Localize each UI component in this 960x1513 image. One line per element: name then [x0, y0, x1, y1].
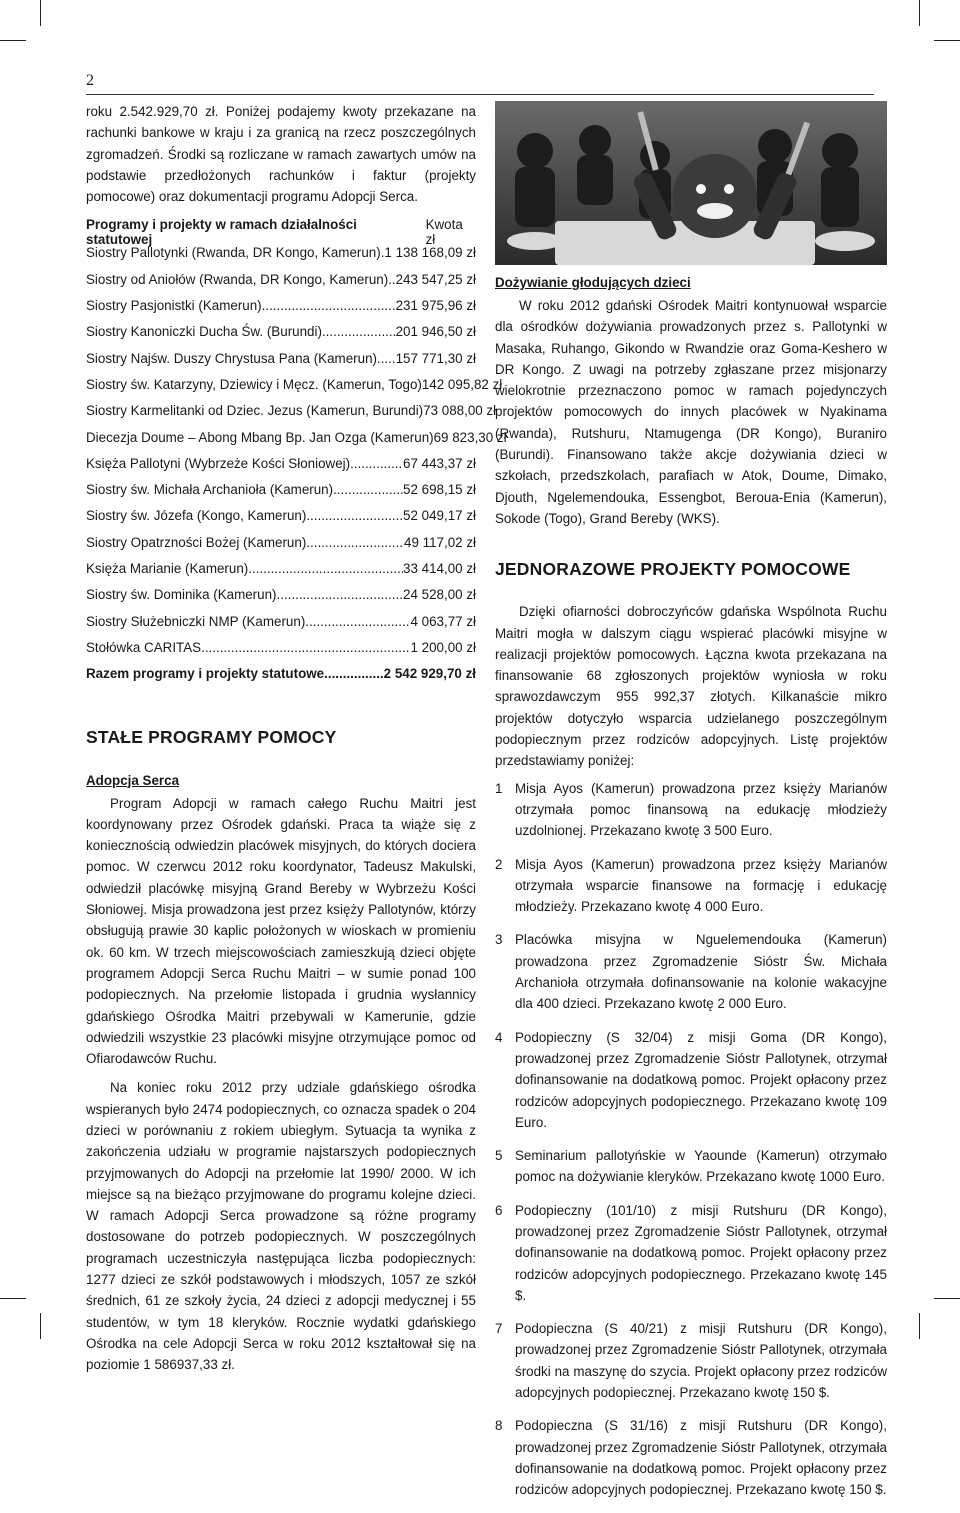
total-amount: 2 542 929,70 zł	[383, 666, 476, 682]
project-number: 7	[495, 1321, 503, 1337]
program-row	[86, 508, 476, 534]
program-name: Siostry Pallotynki (Rwanda, DR Kongo, Kamerun)	[86, 245, 381, 261]
right-column	[495, 101, 887, 1513]
adoption-title: Adopcja Serca	[86, 772, 180, 788]
program-name: Siostry Pasjonistki (Kamerun)	[86, 298, 262, 314]
crop-mark	[40, 1313, 41, 1339]
programs-list	[86, 245, 507, 692]
leader-dots	[305, 614, 410, 629]
programs-amount-header: Kwota zł	[425, 217, 463, 248]
project-item	[495, 1145, 887, 1188]
crop-mark	[0, 1298, 26, 1299]
program-amount: 49 117,02 zł	[404, 534, 476, 550]
program-amount: 201 946,50 zł	[395, 324, 476, 340]
programs-header-title: Programy i projekty w ramach działalności statutowej	[86, 217, 357, 248]
leader-dots	[350, 456, 403, 471]
program-amount: 142 095,82 zł	[421, 376, 503, 392]
program-name: Siostry od Aniołów (Rwanda, DR Kongo, Kamerun)	[86, 271, 389, 287]
program-amount: 1 200,00 zł	[410, 639, 476, 655]
programs-header	[86, 217, 476, 248]
program-row	[86, 535, 476, 561]
program-amount: 4 063,77 zł	[410, 613, 476, 629]
program-row	[86, 298, 476, 324]
program-amount: 24 528,00 zł	[403, 587, 476, 603]
feeding-paragraph: W roku 2012 gdański Ośrodek Maitri kontynuował wsparcie dla ośrodków dożywiania prowadzonych przez s. Pallotynki w Masaka, Ruhango, Gikondo w Rwandzie oraz Goma-Keshero w DR Kongo. Z uwagi na potrzeby zgłaszane przez misjonarzy wielokrotnie przeznaczono pomoc w ramach pojedynczych projektów pomocowych do innych placówek w Nyakinama (Rwanda), Rutshuru, Ntamugenga (DR Kongo), Buraniro (Burundi). Finansowano także akcje dożywiania dzieci w szkołach, przedszkolach, parafiach w Atok, Doume, Dimako, Djouth, Ngelemendouka, Essengbot, Beroua-Enia (Kamerun), Sokode (Togo), Grand Bereby (WKS).	[495, 298, 887, 526]
leader-dots	[333, 482, 403, 497]
leader-dots	[201, 640, 410, 655]
program-name: Siostry Opatrzności Bożej (Kamerun)	[86, 534, 307, 550]
project-number: 6	[495, 1202, 503, 1218]
projects-intro: Dzięki ofiarności dobroczyńców gdańska Wspólnota Ruchu Maitri mogła w dalszym ciągu wspierać placówki misyjne w realizacji projektów pomocowych. Łączna kwota przekazana na finansowanie 68 zgłoszonych projektów wyniosła w roku sprawozdawczym 955 992,37 złotych. Kilkanaście mikro projektów dotyczyło wsparcia udzielanego poszczególnym podopiecznym przez rodziców adopcyjnych. Listę projektów przedstawiamy poniżej:	[495, 604, 887, 769]
project-item	[495, 1318, 887, 1403]
leader-dots	[322, 324, 396, 339]
project-item	[495, 778, 887, 842]
program-amount: 69 823,30 zł	[433, 429, 507, 445]
page-number: 2	[86, 72, 94, 89]
project-item	[495, 1415, 887, 1500]
program-amount: 33 414,00 zł	[403, 561, 476, 577]
crop-mark	[919, 0, 920, 26]
leader-dots	[324, 666, 384, 681]
program-row	[86, 324, 476, 350]
program-name: Siostry Służebniczki NMP (Kamerun)	[86, 613, 306, 629]
leader-dots	[306, 535, 404, 550]
leader-dots	[388, 272, 395, 287]
project-text: Misja Ayos (Kamerun) prowadzona przez księży Marianów otrzymała wsparcie finansowe na formację i edukację młodzieży. Przekazano kwotę 4 000 Euro.	[515, 856, 887, 915]
program-name: Księża Marianie (Kamerun)	[86, 561, 249, 577]
header-rule	[86, 94, 874, 95]
program-row	[86, 429, 507, 456]
program-row	[86, 351, 476, 377]
project-text: Podopieczny (S 32/04) z misji Goma (DR Kongo), prowadzonej przez Zgromadzenie Sióstr Pallotynek, otrzymał dofinansowanie na dodatkową pomoc. Projekt opłacony przez rodziców adopcyjnych podopiecznego. Przekazano kwotę 109 Euro.	[515, 1029, 887, 1130]
program-name: Siostry św. Józefa (Kongo, Kamerun)	[86, 508, 307, 524]
project-text: Podopieczna (S 31/16) z misji Rutshuru (DR Kongo), prowadzonej przez Zgromadzenie Sióstr Pallotynek, otrzymała dofinansowanie na dodatkową pomoc. Projekt opłacony przez rodziców adopcyjnych podopiecznej. Przekazano kwotę 150 $.	[515, 1418, 887, 1498]
program-row	[86, 640, 476, 666]
program-name: Siostry Najśw. Duszy Chrystusa Pana (Kamerun)	[86, 350, 377, 366]
program-name: Księża Pallotyni (Wybrzeże Kości Słoniowej)	[86, 455, 351, 471]
leader-dots	[262, 298, 396, 313]
left-column	[86, 101, 507, 1376]
program-row	[86, 482, 476, 508]
project-text: Misja Ayos (Kamerun) prowadzona przez księży Marianów otrzymała pomoc finansową na edukację młodzieży uzdolnionej. Przekazano kwotę 3 500 Euro.	[515, 780, 887, 839]
project-text: Podopieczna (S 40/21) z misji Rutshuru (DR Kongo), prowadzonej przez Zgromadzenie Sióstr Pallotynek, otrzymała środki na maszynę do szycia. Projekt opłacony przez rodziców adopcyjnych podopiecznej. Przekazano kwotę 150 $.	[515, 1321, 887, 1401]
intro-paragraph: roku 2.542.929,70 zł. Poniżej podajemy kwoty przekazane na rachunki bankowe w kraju i za granicą na rzecz poszczególnych zgromadzeń. Środki są rozliczane w ramach zawartych umów na podstawie przedłożonych rachunków i faktur (projekty pomocowe) oraz dokumentacji programu Adopcji Serca.	[86, 104, 476, 205]
program-row	[86, 272, 476, 298]
project-item	[495, 1200, 887, 1306]
project-item	[495, 1027, 887, 1133]
leader-dots	[277, 587, 404, 602]
program-name: Siostry Kanoniczki Ducha Św. (Burundi)	[86, 324, 322, 340]
program-amount: 231 975,96 zł	[395, 298, 476, 314]
project-number: 5	[495, 1148, 503, 1164]
program-row	[86, 614, 476, 640]
program-name: Siostry św. Dominika (Kamerun)	[86, 587, 277, 603]
program-amount: 52 698,15 zł	[403, 482, 476, 498]
feeding-title: Dożywianie głodujących dzieci	[495, 275, 691, 290]
leader-dots	[248, 561, 403, 576]
adoption-paragraph-2: Na koniec roku 2012 przy udziale gdańskiego ośrodka wspieranych było 2474 podopiecznych, co oznacza spadek o 204 dzieci w porównaniu z rokiem ubiegłym. Sytuacja ta wynika z zakończenia udziału w programie najstarszych podopiecznych przyjmowanych do Adopcji na przełomie lat 1990/ 2000. W ich miejsce są na bieżąco przyjmowane do programu kolejne dzieci. W ramach Adopcji Serca prowadzone są różne programy dostosowane do potrzeb podopiecznych. W poszczególnych programach uczestniczyła następująca liczba podopiecznych: 1277 dzieci ze szkół podstawowych i młodszych, 1057 ze szkół średnich, 61 ze szkoły życia, 24 dzieci z adopcji medycznej i 55 studentów, w tym 18 kleryków. Rocznie wydatki gdańskiego Ośrodka na cele Adopcji Serca w roku 2012 kształtował się na poziomie 1 586937,33 zł.	[86, 1080, 476, 1373]
program-amount: 52 049,17 zł	[403, 508, 476, 524]
program-amount: 157 771,30 zł	[395, 350, 476, 366]
project-number: 3	[495, 932, 503, 948]
leader-dots	[306, 508, 403, 523]
crop-mark	[40, 0, 41, 26]
crop-mark	[934, 1298, 960, 1299]
program-row	[86, 245, 476, 271]
crop-mark	[919, 1313, 920, 1339]
project-number: 2	[495, 856, 503, 872]
projects-list	[495, 778, 887, 1501]
programs-total-row	[86, 666, 476, 692]
program-amount: 73 088,00 zł	[423, 403, 497, 419]
program-amount: 67 443,37 zł	[403, 455, 476, 471]
project-number: 1	[495, 780, 503, 796]
program-name: Siostry św. Michała Archanioła (Kamerun)	[86, 482, 334, 498]
adoption-paragraph-1: Program Adopcji w ramach całego Ruchu Maitri jest koordynowany przez Ośrodek gdański. Praca ta wiąże się z koniecznością odwiedzin placówek misyjnych, do których dociera pomoc. W czerwcu 2012 roku koordynator, Tadeusz Makulski, odwiedził placówkę misyjną Grand Bereby w Wybrzeżu Kości Słoniowej. Misja prowadzona jest przez księży Pallotynów, którzy obsługują prawie 30 kaplic położonych w wioskach w promieniu ok. 60 km. W trzech miejscowościach zamieszkują dzieci objęte programem Adopcji Serca Ruchu Maitri – w sumie ponad 100 podopiecznych. Na przełomie listopada i grudnia wysłannicy gdańskiego Ośrodka Maitri przebywali w Kamerunie, gdzie odwiedzili wszystkie 23 placówki misyjne otrzymujące pomoc od Ofiarodawców Ruchu.	[86, 795, 476, 1067]
program-name: Diecezja Doume – Abong Mbang Bp. Jan Ozga (Kamerun)	[86, 429, 434, 445]
crop-mark	[934, 40, 960, 41]
project-text: Seminarium pallotyńskie w Yaounde (Kamerun) otrzymało pomoc na dożywianie kleryków. Przekazano kwotę 1000 Euro.	[515, 1148, 887, 1185]
crop-mark	[0, 40, 26, 41]
project-number: 8	[495, 1418, 503, 1434]
children-photo	[495, 101, 887, 265]
total-label: Razem programy i projekty statutowe	[86, 666, 325, 682]
project-text: Podopieczny (101/10) z misji Rutshuru (DR Kongo), prowadzonej przez Zgromadzenie Sióstr Pallotynek, otrzymał dofinansowanie na dodatkową pomoc. Projekt opłacony przez rodziców adopcyjnych podopiecznego. Przekazano kwotę 145 $.	[515, 1202, 887, 1303]
program-row	[86, 403, 497, 429]
program-row	[86, 561, 476, 587]
program-name: Stołówka CARITAS	[86, 639, 202, 655]
program-name: Siostry Karmelitanki od Dziec. Jezus (Kamerun, Burundi)	[86, 403, 424, 419]
program-name: Siostry św. Katarzyny, Dziewicy i Męcz. (Kamerun, Togo)	[86, 376, 422, 392]
section-title-jednorazowe: JEDNORAZOWE PROJEKTY POMOCOWE	[495, 559, 851, 580]
program-amount: 243 547,25 zł	[395, 271, 476, 287]
project-item	[495, 854, 887, 918]
program-row	[86, 376, 503, 403]
program-row	[86, 587, 476, 613]
program-row	[86, 456, 476, 482]
section-title-stale-programy: STAŁE PROGRAMY POMOCY	[86, 726, 337, 747]
project-item	[495, 929, 887, 1014]
project-number: 4	[495, 1029, 503, 1045]
program-amount: 1 138 168,09 zł	[384, 245, 476, 261]
leader-dots	[377, 351, 396, 366]
project-text: Placówka misyjna w Nguelemendouka (Kamerun) prowadzona przez Zgromadzenie Sióstr Św. Michała Archanioła otrzymała dofinansowanie na kolonie wakacyjne dla 400 dzieci. Przekazano kwotę 2 000 Euro.	[515, 932, 887, 1012]
